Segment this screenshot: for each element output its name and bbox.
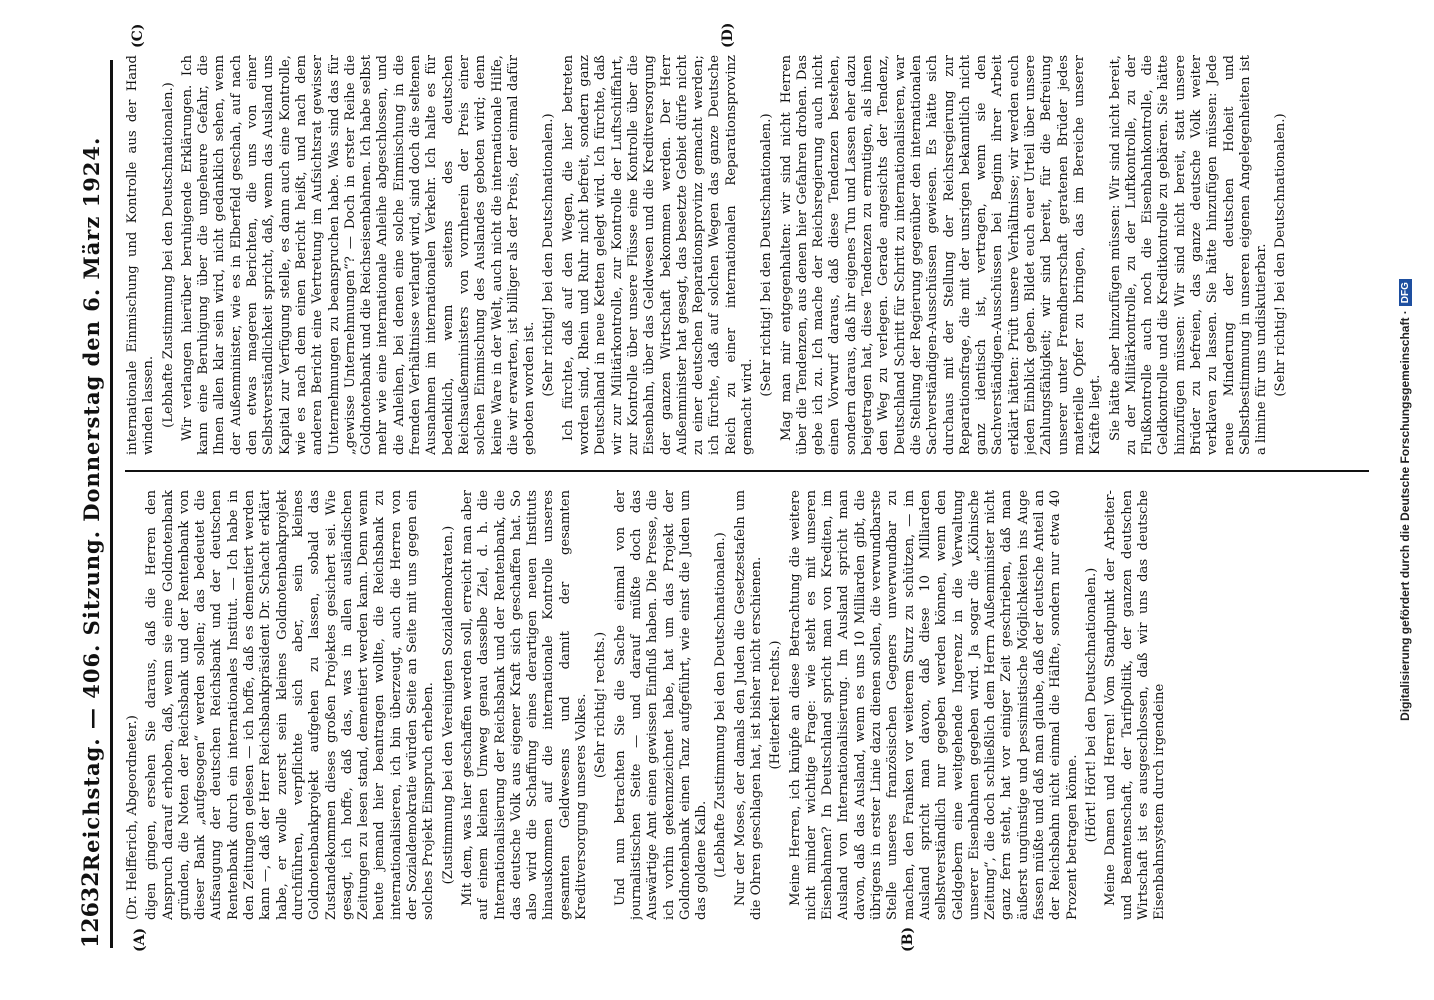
interjection: (Sehr richtig! rechts.) [593,631,609,779]
paragraph: internationale Einmischung und Kontrolle aus der Hand winden lassen. [125,55,157,455]
interjection: (Lebhafte Zustimmung bei den Deutschnationalen.) [713,532,729,878]
credit-text: Digitalisierung gefördert durch die Deutsche Forschungsgemeinschaft · [1398,310,1412,721]
paragraph: Meine Damen und Herren! Vom Standpunkt der Arbeiter- und Beamtenschaft, der Tarifpolitik, der ganzen deutschen Wirtschaft ist es ausgeschlossen, daß wir uns das deutsche Eisenbahnsystem durch irgendeine [1103,490,1168,920]
margin-mark-a: (A) [132,927,148,952]
interjection: (Sehr richtig! bei den Deutschnationalen.) [541,113,557,397]
paragraph: digen gingen, ersehen Sie daraus, daß die Herren den Anspruch darauf erhoben, daß, wenn sie eine Goldnotenbank gründen, die Noten der Reichsbank und der Rentenbank von dieser Bank „aufgesogen“ werden sollen; das bedeutet die Aufsaugung der deutschen Reichsbank und der deutschen Rentenbank durch ein internationales Institut. — Ich habe in den Zeitungen gelesen — ich hoffe, daß es dementiert werden kann —, daß der Herr Reichsbankpräsident Dr. Schacht erklärt habe, er wolle zuerst sein kleines Goldnotenbankprojekt durchführen, verpflichte sich aber, sein kleines Goldnotenbankprojekt aufgehen zu lassen, sobald das Zustandekommen dieses großen Projektes gesichert sei. Wie gesagt, ich hoffe, daß das, was in allen ausländischen Zeitungen zu lesen stand, dementiert werden kann. Denn wenn heute jemand hier beantragen wollte, die Reichsbank zu internationalisieren, ich bin überzeugt, auch die Herren von der Sozialdemokratie würden Seite an Seite mit uns gegen ein solches Projekt Einspruch erheben. [144,490,437,920]
paragraph: Mit dem, was hier geschaffen werden soll, erreicht man aber auf einem kleinen Umweg genau dasselbe Ziel, d. h. die Internationalisierung der Reichsbank und der Rentenbank, die das deutsche Volk aus eigener Kraft sich geschaffen hat. So also wird die Schaffung eines derartigen neuen Instituts hinauskommen auf die internationale Kontrolle unseres gesamten Geldwesens und damit der gesamten Kreditversorgung unseres Volkes. [459,490,590,920]
paragraph: Und nun betrachten Sie die Sache einmal von der journalistischen Seite — und darauf müßte doch das Auswärtige Amt einen gewissen Einfluß haben. Die Presse, die ich vorhin gekennzeichnet habe, hat um das Projekt der Goldnotenbank einen Tanz aufgeführt, wie einst die Juden um das goldene Kalb. [612,490,710,920]
interjection: (Lebhafte Zustimmung bei den Deutschnationalen.) [160,82,176,428]
paragraph: Ich fürchte, daß auf den Wegen, die hier betreten worden sind, Rhein und Ruhr nicht befreit, sondern ganz Deutschland in neue Ketten gelegt wird. Ich fürchte, daß wir zur Militärkontrolle, zur Kontrolle der Luftschiffahrt, zur Kontrolle über unsere Flüsse eine Kontrolle über die Eisenbahn, über das Geldwesen und die Kreditversorgung der ganzen Wirtschaft bekommen werden. Der Herr Außenminister hat gesagt, das besetzte Gebiet dürfe nicht zu einer deutschen Reparationsprovinz gemacht werden; ich fürchte, daß auf solchen Wegen das ganze Deutsche Reich zu einer internationalen Reparationsprovinz gemacht wird. [560,55,755,455]
interjection: (Sehr richtig! bei den Deutschnationalen.) [759,113,775,397]
left-column [125,490,1369,920]
right-column [125,55,1369,455]
interjection: (Hört! Hört! bei den Deutschnationalen.) [1083,567,1099,843]
dfg-logo: DFG [1399,279,1412,306]
paragraph: Wir verlangen hierüber beruhigende Erklärungen. Ich kann eine Beruhigung über die ungeheure Gefahr, die Ihnen allen klar sein wird, nicht gedanklich sehen, wenn der Außenminister, wie es in Elberfeld geschah, auf nach den etwas mageren Berichten, die uns von einer Selbstverständlichkeit spricht, daß, wenn das Ausland uns Kapital zur Verfügung stelle, es dann auch eine Kontrolle, wie es nach dem einen Bericht heißt, und nach dem anderen Bericht eine Vertretung im Aufsichtsrat gewisser Unternehmungen zu beanspruchen habe. Was sind das für „gewisse Unternehmungen“? — Doch in erster Reihe die Goldnotenbank und die Reichseisenbahnen. Ich habe selbst mehr wie eine internationale Anleihe abgeschlossen, und die Anleihen, bei denen eine solche Einmischung in die fremden Verhältnisse verlangt wird, sind doch die seltenen Ausnahmen im internationalen Verkehr. Ich halte es für bedenklich, wenn seitens des deutschen Reichsaußenministers von vornherein der Preis einer solchen Einmischung des Auslandes geboten wird; denn keine Ware in der Welt, auch nicht die internationale Hilfe, die wir erwarten, ist billiger als der Preis, der einmal dafür geboten worden ist. [179,55,538,455]
paragraph: Nur der Moses, der damals den Juden die Gesetzestafeln um die Ohren geschlagen hat, ist bisher nicht erschienen. [732,490,764,920]
interjection: (Zustimmung bei den Vereinigten Sozialdemokraten.) [440,525,456,885]
paragraph: Mag man mir entgegenhalten: wir sind nicht Herren über die Tendenzen, aus denen hier Gefahren drohen. Das gebe ich zu. Ich mache der Reichsregierung auch nicht einen Vorwurf daraus, daß diese Tendenzen bestehen, sondern daraus, daß ihr eigenes Tun und Lassen eher dazu beigetragen hat, diese Tendenzen zu ermutigen, als ihnen den Weg zu verlegen. Gerade angesichts der Tendenz, Deutschland Schritt für Schritt zu internationalisieren, war die Stellung der Regierung gegenüber den internationalen Sachverständigen-Ausschüssen gewiesen. Es hätte sich durchaus mit der Stellung der Reichsregierung zur Reparationsfrage, die mit der unsrigen bekanntlich nicht ganz identisch ist, vertragen, wenn sie den Sachverständigen-Ausschüssen bei Beginn ihrer Arbeit erklärt hätten: Prüft unsere Verhältnisse; wir werden euch jeden Einblick geben. Bildet euch euer Urteil über unsere Zahlungsfähigkeit; wir sind bereit, für die Befreiung unserer unter Fremdherrschaft geratenen Brüder jedes materielle Opfer zu bringen, das im Bereiche unserer Kräfte liegt. [778,55,1104,455]
margin-mark-b: (B) [900,926,916,952]
column-divider [125,470,1369,472]
paragraph: Sie hätte aber hinzufügen müssen: Wir sind nicht bereit, zu der Militärkontrolle, zu der Luftkontrolle, zu der Flußkontrolle auch noch die Eisenbahnkontrolle, die Geldkontrolle und die Kreditkontrolle zu gebären. Sie hätte hinzufügen müssen: Wir sind nicht bereit, statt unsere Brüder zu befreien, das ganze deutsche Volk weiter verklaven zu lassen. Sie hätte hinzufügen müssen: Jede neue Minderung der deutschen Hoheit und Selbstbestimmung in unseren eigenen Angelegenheiten ist a limine für uns undiskutierbar. [1107,55,1270,455]
paragraph: Meine Herren, ich knüpfe an diese Betrachtung die weitere nicht minder wichtige Frage: wie steht es mit unseren Eisenbahnen? In Deutschland spricht man von Krediten, im Ausland von Internationalisierung. Im Ausland spricht man davon, daß das Ausland, wenn es uns 10 Milliarden gibt, die übrigens in erster Linie dazu dienen sollen, die verwundbarste Stelle unseres französischen Gegners unverwundbar zu machen, den Franken vor weiterem Sturz zu schützen, — im Ausland spricht man davon, daß diese 10 Milliarden selbstverständlich nur gegeben werden können, wenn den Geldgebern eine weitgehende Ingerenz in die Verwaltung unserer Eisenbahnen gegeben wird. Ja sogar die „Kölnische Zeitung“, die doch schließlich dem Herrn Außenminister nicht ganz fern steht, hat vor einiger Zeit geschrieben, daß man äußerst ungünstige und pessimistische Möglichkeiten ins Auge fassen müßte und daß man glaube, daß der deutsche Anteil an der Reichsbahn nicht einmal die Hälfte, sondern nur etwa 40 Prozent betragen könne. [787,490,1080,920]
digitization-credit [1390,0,1420,1000]
page-title: Reichstag. — 406. Sitzung. Donnerstag den 6. März 1924. [79,136,104,872]
interjection: (Heiterkeit rechts.) [768,640,784,770]
margin-mark-d: (D) [720,22,736,48]
page-number: 12632 [78,871,104,948]
interjection: (Sehr richtig! bei den Deutschnationalen.) [1273,113,1289,397]
speaker-line: (Dr. Helfferich, Abgeordneter.) [125,715,140,920]
margin-mark-c: (C) [130,23,146,48]
page-header [70,60,113,948]
